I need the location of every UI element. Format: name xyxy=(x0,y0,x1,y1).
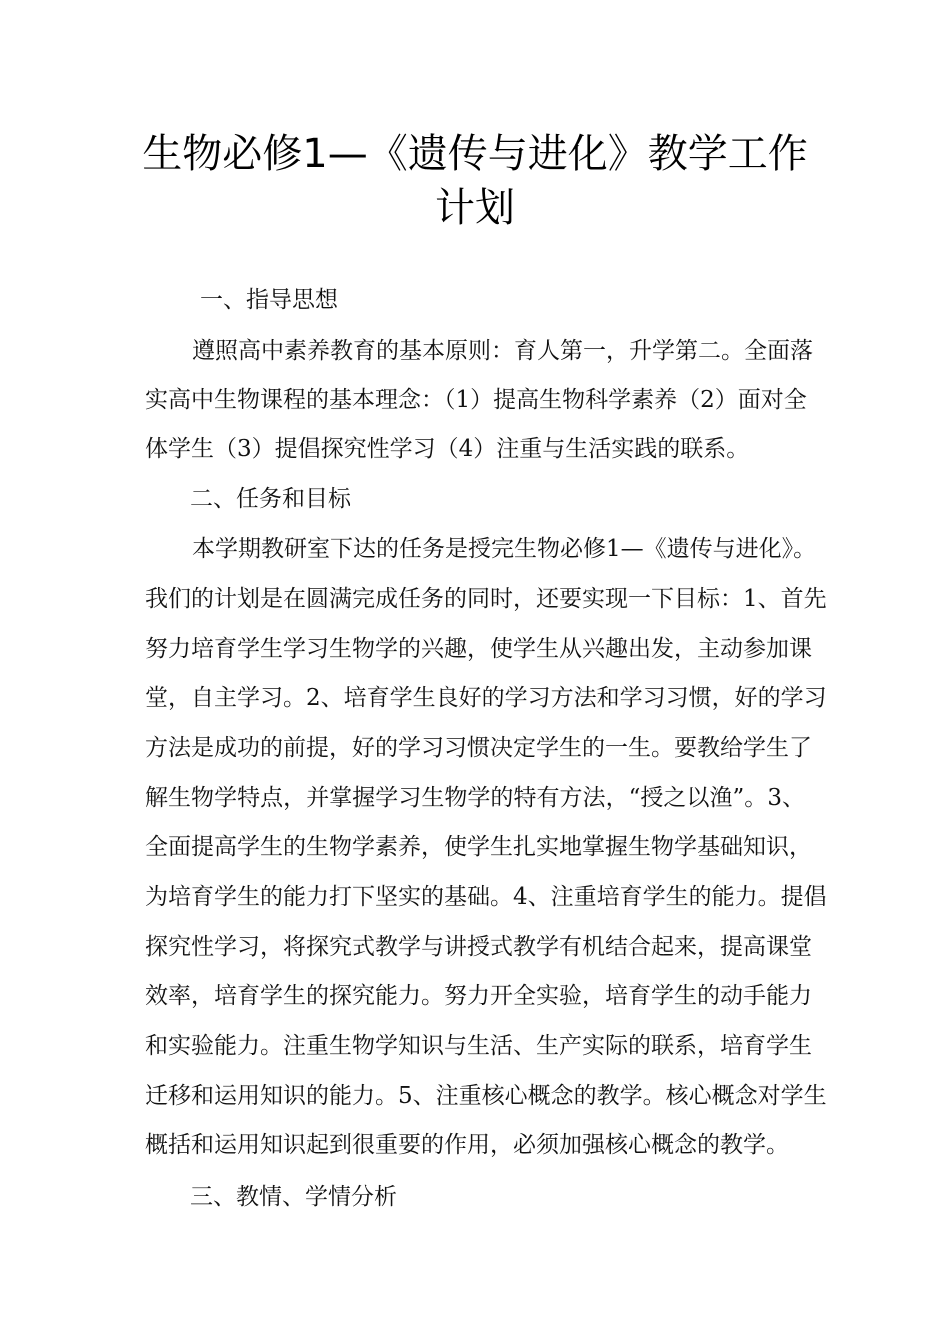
paragraph-line: 堂，自主学习。2、培育学生良好的学习方法和学习习惯，好的学习 xyxy=(145,685,827,711)
paragraph-line: 本学期教研室下达的任务是授完生物必修1—《遗传与进化》。 xyxy=(192,536,817,562)
paragraph-line: 解生物学特点，并掌握学习生物学的特有方法，“授之以渔”。3、 xyxy=(145,785,805,811)
paragraph-line: 和实验能力。注重生物学知识与生活、生产实际的联系，培育学生 xyxy=(145,1033,812,1059)
paragraph-line: 体学生（3）提倡探究性学习（4）注重与生活实践的联系。 xyxy=(145,436,750,462)
paragraph-line: 为培育学生的能力打下坚实的基础。4、注重培育学生的能力。提倡 xyxy=(145,884,827,910)
section-heading-tasks-goals: 二、任务和目标 xyxy=(190,486,351,512)
paragraph-line: 效率，培育学生的探究能力。努力开全实验，培育学生的动手能力 xyxy=(145,983,812,1009)
document-title-line-1: 生物必修1—《遗传与进化》教学工作 xyxy=(142,131,808,177)
paragraph-line: 概括和运用知识起到很重要的作用，必须加强核心概念的教学。 xyxy=(145,1132,789,1158)
section-heading-guiding-thought: 一、指导思想 xyxy=(200,287,338,313)
paragraph-line: 探究性学习，将探究式教学与讲授式教学有机结合起来，提高课堂 xyxy=(145,934,812,960)
paragraph-line: 努力培育学生学习生物学的兴趣，使学生从兴趣出发，主动参加课 xyxy=(145,636,812,662)
section-heading-teaching-learning-analysis: 三、教情、学情分析 xyxy=(190,1184,397,1210)
paragraph-line: 我们的计划是在圆满完成任务的同时，还要实现一下目标：1、首先 xyxy=(145,586,827,612)
paragraph-line: 迁移和运用知识的能力。5、注重核心概念的教学。核心概念对学生 xyxy=(145,1083,827,1109)
paragraph-line: 方法是成功的前提，好的学习习惯决定学生的一生。要教给学生了 xyxy=(145,735,812,761)
paragraph-line: 遵照高中素养教育的基本原则：育人第一，升学第二。全面落 xyxy=(192,338,813,364)
document-title-line-2: 计划 xyxy=(435,185,515,231)
paragraph-line: 全面提高学生的生物学素养，使学生扎实地掌握生物学基础知识， xyxy=(145,834,812,860)
paragraph-line: 实高中生物课程的基本理念：（1）提高生物科学素养（2）面对全 xyxy=(145,387,807,413)
